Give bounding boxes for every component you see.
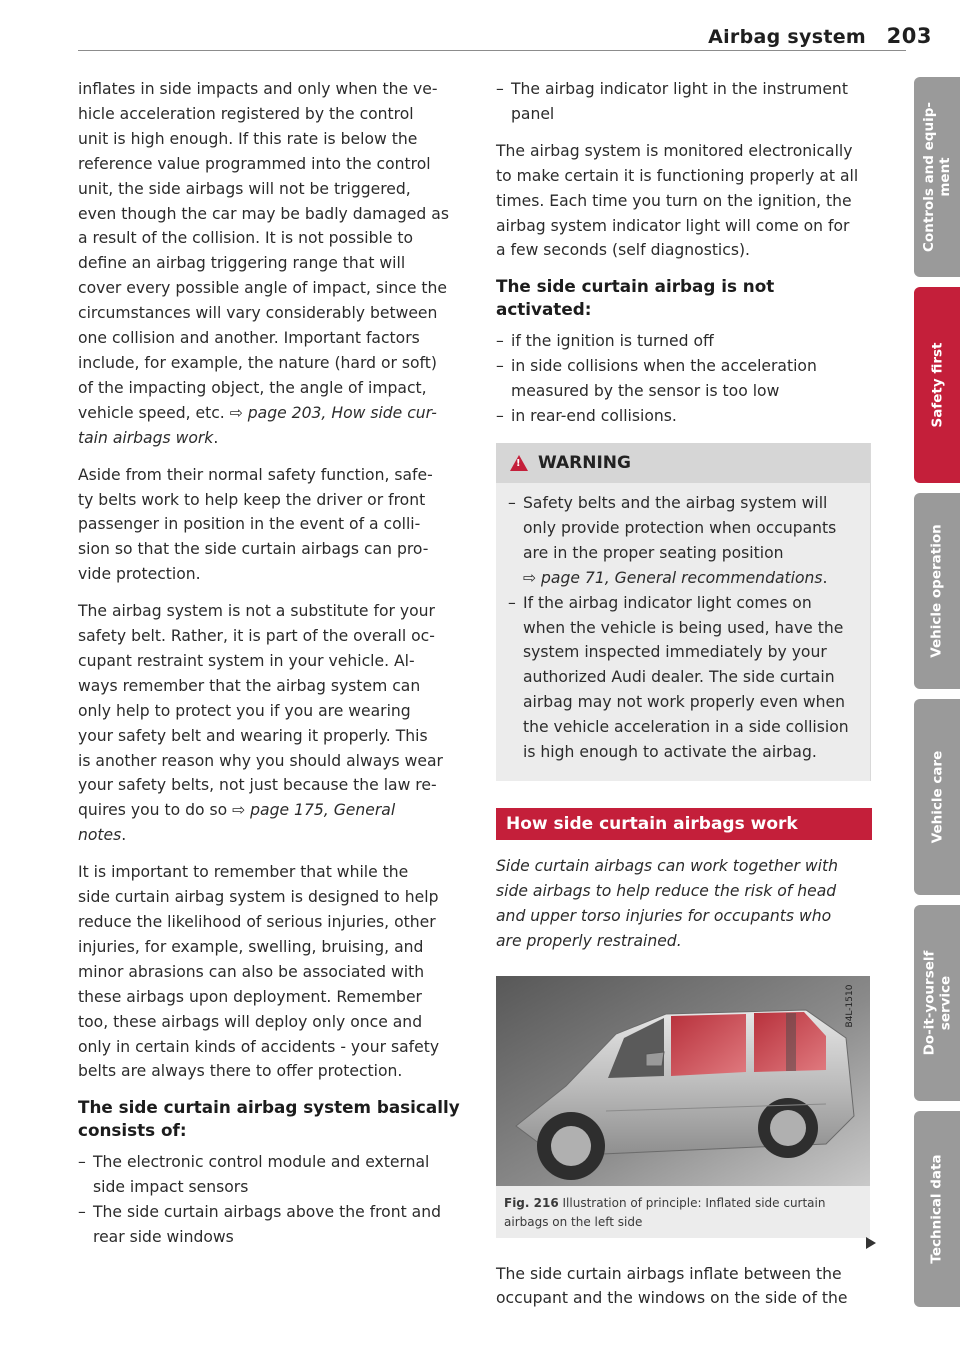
text-line: – The side curtain airbags above the front and [93, 1203, 442, 1222]
text-line: authorized Audi dealer. The side curtain [523, 668, 835, 687]
header-rule [78, 50, 906, 51]
text-line: circumstances will vary considerably between [78, 304, 438, 323]
text-line: consists of: [78, 1120, 187, 1141]
text-line: It is important to remember that while the [78, 863, 409, 882]
text-line: is another reason why you should always wear [78, 751, 443, 770]
text-line [78, 401, 456, 426]
continue-arrow-icon [866, 1237, 876, 1249]
text-line: are properly restrained. [496, 931, 682, 950]
text-line: of the impacting object, the angle of impact, [78, 378, 427, 397]
text-line [523, 566, 856, 591]
text-segment: . [213, 428, 219, 447]
text-line: are in the proper seating position [523, 543, 784, 562]
text-line: side airbags to help reduce the risk of head [496, 881, 837, 900]
text-segment: vehicle speed, etc. [78, 403, 225, 422]
components-list [78, 1150, 456, 1250]
text-line: injuries, for example, swelling, bruising, and [78, 937, 424, 956]
text-line: reference value programmed into the control [78, 154, 431, 173]
subheading-system-consists [78, 1096, 460, 1142]
text-line: only help to protect you if you are wearing [78, 701, 411, 720]
figure-216 [496, 976, 870, 1238]
tab-label [921, 102, 953, 252]
cross-reference-link[interactable]: ⇨ page 71, General recommendations [523, 568, 823, 587]
text-line: safety belt. Rather, it is part of the overall oc- [78, 627, 435, 646]
figure-code: B4L-1510 [845, 984, 855, 1028]
text-line: one collision and another. Important factors [78, 329, 420, 348]
cross-reference-link[interactable]: ⇨ page 175, General [232, 801, 396, 820]
text-line [504, 1194, 860, 1213]
warning-icon-glyph: ! [516, 457, 521, 469]
text-segment: . [121, 826, 127, 845]
list-item [78, 1200, 456, 1250]
text-line: service [937, 975, 953, 1031]
caption-text: Illustration of principle: Inflated side curtain [562, 1195, 826, 1210]
text-line: airbags on the left side [504, 1214, 643, 1229]
section-title-banner: How side curtain airbags work [496, 808, 872, 840]
list-item [496, 354, 872, 404]
text-line: a few seconds (self diagnostics). [496, 241, 750, 260]
text-line: measured by the sensor is too low [511, 382, 780, 401]
text-line: The side curtain airbags inflate between the [496, 1264, 842, 1283]
warning-body [496, 483, 870, 781]
text-line: hicle acceleration registered by the control [78, 104, 414, 123]
text-line: – in rear-end collisions. [511, 407, 677, 426]
text-line: rear side windows [93, 1228, 234, 1247]
text-line: vide protection. [78, 565, 201, 584]
figure-caption [496, 1186, 870, 1238]
paragraph-not-substitute [78, 599, 456, 848]
text-line: the vehicle acceleration in a side collision [523, 718, 849, 737]
paragraph-inflation [496, 1262, 872, 1312]
paragraph-injuries [78, 860, 456, 1084]
tab-vehicle-operation[interactable] [914, 493, 960, 689]
tab-safety-first[interactable] [914, 287, 960, 483]
text-line: inflates in side impacts and only when the ve- [78, 80, 438, 98]
text-segment: quires you to do so [78, 801, 228, 820]
text-line [78, 426, 456, 451]
left-column [78, 77, 460, 1262]
text-line: airbag may not work properly even when [523, 693, 846, 712]
text-line: The airbag system is not a substitute for your [78, 602, 435, 621]
text-line: – The electronic control module and external [93, 1153, 430, 1172]
text-line: even though the car may be badly damaged as [78, 204, 449, 223]
text-line: when the vehicle is being used, have the [523, 618, 844, 637]
tab-vehicle-care[interactable] [914, 699, 960, 895]
text-line: unit is high enough. If this rate is below the [78, 129, 418, 148]
text-line: ways remember that the airbag system can [78, 676, 421, 695]
tab-label: Vehicle care [929, 750, 945, 844]
text-line: ment [937, 157, 954, 197]
right-column [496, 77, 872, 1323]
list-item [496, 329, 872, 354]
cross-reference-link[interactable]: tain airbags work [78, 428, 214, 447]
text-line: sion so that the side curtain airbags can pro- [78, 540, 429, 559]
cross-reference-link[interactable]: ⇨ page 203, How side cur- [229, 403, 437, 422]
text-line: occupant and the windows on the side of the [496, 1289, 848, 1308]
list-item [508, 591, 856, 765]
not-activated-list [496, 329, 872, 429]
subheading-not-activated: The side curtain airbag is not activated: [496, 276, 775, 320]
text-line: Side curtain airbags can work together with [496, 856, 838, 875]
car-airbag-illustration [496, 976, 870, 1186]
text-line: to make certain it is functioning properly at all [496, 166, 859, 185]
text-line: these airbags upon deployment. Remember [78, 987, 422, 1006]
text-line: – Safety belts and the airbag system will [523, 493, 828, 512]
text-line: Do-it-yourself [921, 950, 937, 1056]
warning-title: WARNING [538, 452, 631, 473]
text-line: a result of the collision. It is not possible to [78, 229, 414, 248]
figure-label: Fig. 216 [504, 1195, 559, 1210]
warning-triangle-icon [510, 455, 528, 471]
text-line: times. Each time you turn on the ignition, the [496, 191, 852, 210]
text-line: reduce the likelihood of serious injuries, other [78, 913, 436, 931]
list-item [496, 404, 872, 429]
text-line: too, these airbags will deploy only once and [78, 1012, 423, 1031]
page-number: 203 [886, 24, 932, 48]
text-line: belts are always there to offer protection. [78, 1062, 403, 1081]
tab-label: Vehicle operation [929, 524, 946, 658]
text-line: and upper torso injuries for occupants who [496, 906, 832, 925]
text-line: system inspected immediately by your [523, 643, 827, 662]
text-segment: . [822, 568, 828, 587]
text-line: define an airbag triggering range that will [78, 254, 406, 273]
tab-technical-data[interactable] [914, 1111, 960, 1307]
paragraph-belts [78, 463, 456, 588]
text-line: is high enough to activate the airbag. [523, 743, 817, 762]
text-line: side curtain airbag system is designed to help [78, 888, 439, 907]
paragraph-triggering [78, 77, 456, 451]
list-item [496, 77, 872, 127]
text-line: – The airbag indicator light in the instrument [511, 80, 848, 98]
text-line: The side curtain airbag system basically [78, 1097, 460, 1118]
text-line: only provide protection when occupants [523, 518, 837, 537]
cross-reference-link[interactable]: notes [78, 826, 122, 845]
text-line: only in certain kinds of accidents - your safety [78, 1037, 440, 1056]
text-line: – If the airbag indicator light comes on [523, 593, 812, 612]
text-line: Controls and equip- [921, 102, 938, 252]
warning-header [496, 443, 870, 483]
warning-list [508, 491, 856, 765]
text-line: – if the ignition is turned off [511, 332, 714, 351]
text-line: minor abrasions can also be associated with [78, 962, 425, 981]
text-line: ty belts work to help keep the driver or front [78, 490, 426, 509]
text-line: – in side collisions when the acceleration [511, 357, 817, 376]
text-line: include, for example, the nature (hard or soft) [78, 353, 437, 372]
paragraph-monitoring [496, 139, 872, 264]
text-line: cover every possible angle of impact, since the [78, 279, 447, 298]
text-line: passenger in position in the event of a colli- [78, 515, 421, 534]
section-intro [496, 854, 872, 954]
components-list-continued [496, 77, 872, 127]
tab-label: Safety first [929, 342, 945, 428]
text-line: side impact sensors [93, 1178, 249, 1197]
text-line: panel [511, 104, 555, 123]
text-line: unit, the side airbags will not be triggered, [78, 179, 411, 198]
tab-controls-and-equipment[interactable] [914, 77, 960, 277]
tab-do-it-yourself-service[interactable] [914, 905, 960, 1101]
running-header-title: Airbag system [708, 26, 866, 48]
warning-box [496, 443, 871, 781]
list-item [508, 491, 856, 591]
text-line: cupant restraint system in your vehicle. Al- [78, 651, 415, 670]
text-line: The airbag system is monitored electronically [496, 141, 853, 160]
list-item [78, 1150, 456, 1200]
text-line: your safety belt and wearing it properly. This [78, 726, 428, 745]
tab-label: Technical data [929, 1154, 946, 1264]
text-line: your safety belts, not just because the law re- [78, 776, 437, 795]
text-line [78, 798, 456, 823]
text-line [78, 823, 456, 848]
tab-label [921, 951, 953, 1056]
text-line: airbag system indicator light will come on for [496, 216, 850, 235]
text-line: Aside from their normal safety function, safe- [78, 465, 433, 484]
